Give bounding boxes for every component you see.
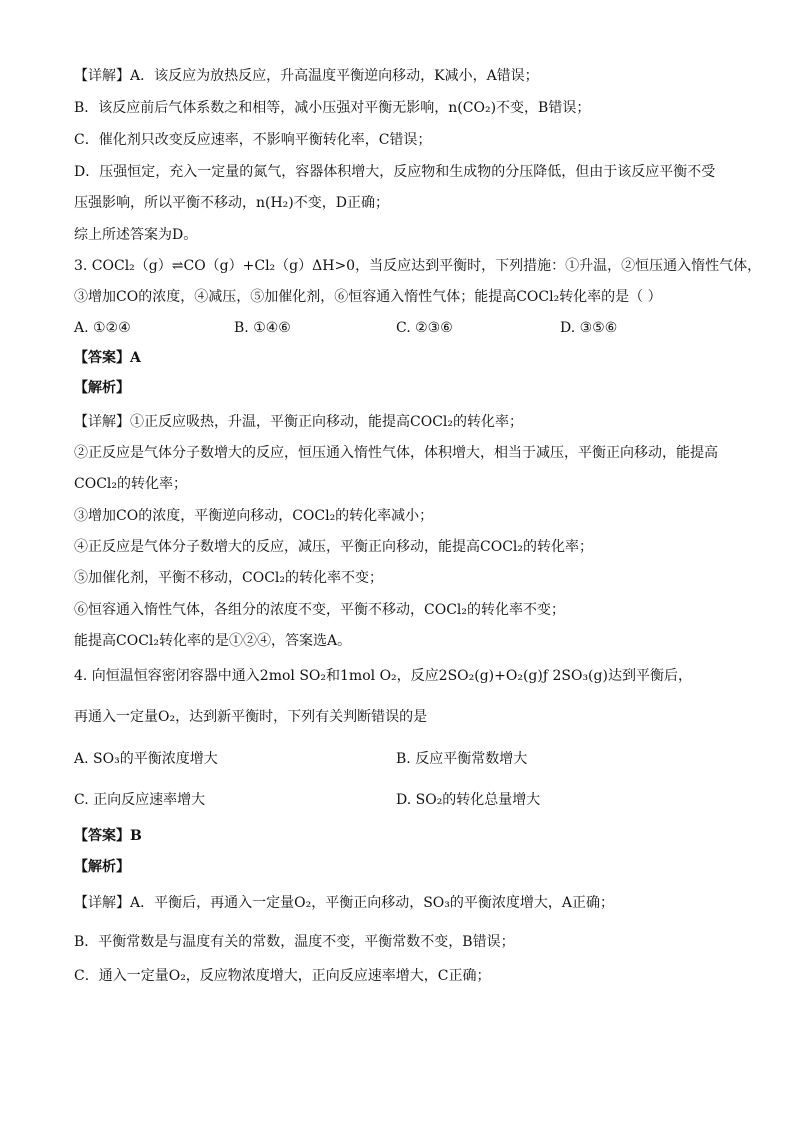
text-line: 综上所述答案为D。 xyxy=(74,227,198,243)
option-c: C. 正向反应速率增大 xyxy=(74,792,206,808)
text-line: ④正反应是气体分子数增大的反应，减压，平衡正向移动，能提高COCl₂的转化率； xyxy=(74,539,593,555)
text-line: 【详解】A．该反应为放热反应，升高温度平衡逆向移动，K减小，A错误； xyxy=(74,68,539,84)
option-d: D. ③⑤⑥ xyxy=(560,320,618,336)
text-line: 【详解】A．平衡后，再通入一定量O₂，平衡正向移动，SO₃的平衡浓度增大，A正确； xyxy=(74,895,614,911)
text-line: B．该反应前后气体系数之和相等，减小压强对平衡无影响，n(CO₂)不变，B错误； xyxy=(74,100,591,116)
text-line: 能提高COCl₂转化率的是①②④，答案选A。 xyxy=(74,633,352,649)
text-line: ⑥恒容通入惰性气体，各组分的浓度不变，平衡不移动，COCl₂的转化率不变； xyxy=(74,602,565,618)
question-4-stem-cont: 再通入一定量O₂，达到新平衡时，下列有关判断错误的是 xyxy=(74,709,428,725)
text-line: C．催化剂只改变反应速率，不影响平衡转化率，C错误； xyxy=(74,132,432,148)
analysis-label: 【解析】 xyxy=(74,859,130,875)
text-line: ③增加CO的浓度，平衡逆向移动，COCl₂的转化率减小； xyxy=(74,508,434,524)
question-4-stem: 4. 向恒温恒容密闭容器中通入2mol SO₂和1mol O₂，反应2SO₂(g)+O₂(g)ƒ 2SO₃(g)达到平衡后， xyxy=(74,668,692,684)
option-b: B. ①④⑥ xyxy=(234,320,291,336)
answer-label: 【答案】A xyxy=(74,350,141,366)
question-3-stem: 3. COCl₂（g）⇌CO（g）+Cl₂（g）ΔH>0，当反应达到平衡时，下列措施：①升温，②恒压通入惰性气体， xyxy=(74,258,762,274)
option-c: C. ②③⑥ xyxy=(396,320,453,336)
text-line: C．通入一定量O₂，反应物浓度增大，正向反应速率增大，C正确； xyxy=(74,968,491,984)
option-b: B. 反应平衡常数增大 xyxy=(396,751,528,767)
text-line: COCl₂的转化率； xyxy=(74,476,187,492)
answer-label: 【答案】B xyxy=(74,828,142,844)
text-line: D．压强恒定，充入一定量的氮气，容器体积增大，反应物和生成物的分压降低，但由于该反应平衡不受 xyxy=(74,164,716,180)
text-line: B．平衡常数是与温度有关的常数，温度不变，平衡常数不变，B错误； xyxy=(74,934,515,950)
text-line: 压强影响，所以平衡不移动，n(H₂)不变，D正确； xyxy=(74,195,389,211)
analysis-label: 【解析】 xyxy=(74,380,130,396)
question-3-stem-cont: ③增加CO的浓度，④减压，⑤加催化剂，⑥恒容通入惰性气体；能提高COCl₂转化率的是（ ） xyxy=(74,289,662,305)
option-a: A. ①②④ xyxy=(74,320,131,336)
option-a: A. SO₃的平衡浓度增大 xyxy=(74,751,218,767)
text-line: ②正反应是气体分子数增大的反应，恒压通入惰性气体，体积增大，相当于减压，平衡正向移动，能提高 xyxy=(74,445,718,461)
text-line: ⑤加催化剂，平衡不移动，COCl₂的转化率不变； xyxy=(74,570,383,586)
option-d: D. SO₂的转化总量增大 xyxy=(396,792,541,808)
text-line: 【详解】①正反应吸热，升温，平衡正向移动，能提高COCl₂的转化率； xyxy=(74,414,523,430)
